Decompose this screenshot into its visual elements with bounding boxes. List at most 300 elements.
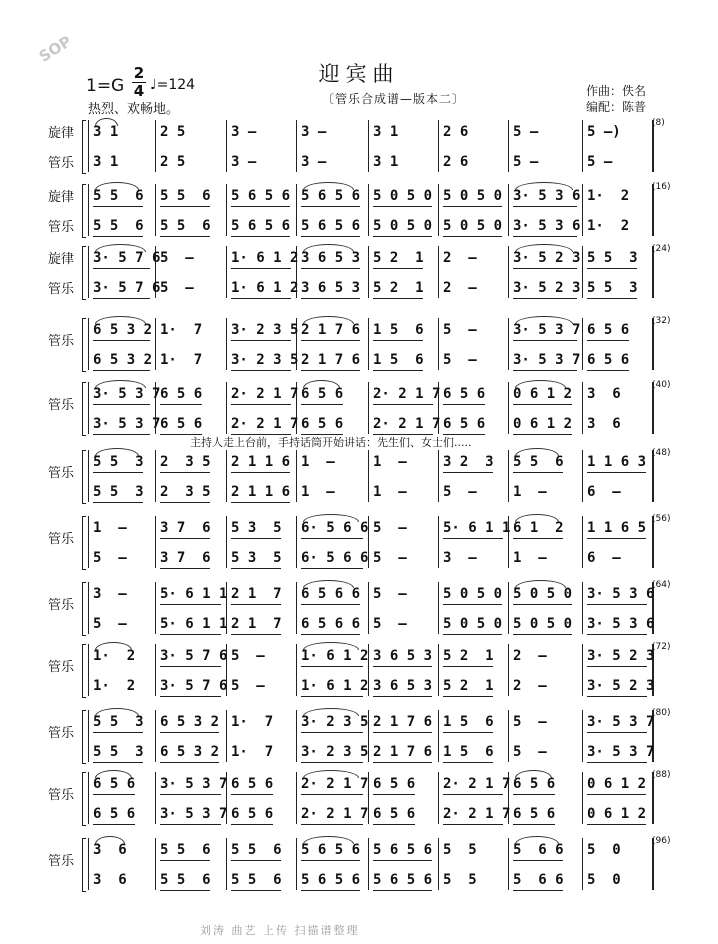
- bar-line: [582, 772, 583, 824]
- beam-line: [301, 890, 360, 891]
- score-title: 迎宾曲: [318, 62, 400, 86]
- beam-line: [373, 762, 432, 763]
- measure-notes: 2 1 1 6: [231, 454, 291, 470]
- measure-notes: 5 –: [443, 484, 477, 500]
- slur-mark: [303, 316, 354, 324]
- slur-mark: [95, 118, 118, 126]
- measure-notes: 5 0 5 0: [443, 218, 503, 234]
- measure-notes: 5 –: [160, 280, 194, 296]
- system-bracket: [82, 382, 86, 436]
- measure-number: (48): [652, 448, 671, 458]
- measure-notes: 5 3 5: [231, 550, 282, 566]
- measure-notes: 3 –: [231, 124, 257, 140]
- measure-notes: 1· 6 1 2: [231, 280, 299, 296]
- beam-line: [373, 824, 415, 825]
- slur-mark: [515, 448, 559, 456]
- slur-mark: [95, 642, 132, 650]
- band-label: 管乐: [48, 466, 75, 481]
- beam-line: [93, 206, 143, 207]
- system-bracket: [82, 450, 86, 504]
- beam-line: [373, 666, 432, 667]
- measure-notes: 5 2 1: [443, 678, 494, 694]
- measure-notes: 6 5 6 6: [301, 616, 361, 632]
- beam-line: [301, 666, 363, 667]
- band-label: 管乐: [48, 726, 75, 741]
- beam-line: [301, 860, 360, 861]
- measure-notes: 5 0 5 0: [513, 586, 573, 602]
- measure-notes: 5 5 3: [93, 714, 144, 730]
- slur-mark: [515, 244, 573, 252]
- measure-notes: 5 –: [93, 616, 127, 632]
- slur-mark: [303, 642, 359, 650]
- beam-line: [373, 268, 423, 269]
- measure-notes: 5 5 6: [231, 872, 282, 888]
- measure-notes: 3 –: [301, 154, 327, 170]
- beam-line: [587, 370, 629, 371]
- beam-line: [513, 860, 563, 861]
- beam-line: [231, 340, 291, 341]
- measure-notes: 0 6 1 2: [513, 386, 573, 402]
- measure-notes: 2· 2 1 7: [443, 806, 511, 822]
- measure-notes: 6 5 6: [443, 416, 486, 432]
- slur-mark: [515, 836, 559, 844]
- bar-line: [582, 382, 583, 434]
- band-label: 管乐: [48, 398, 75, 413]
- measure-notes: 2· 2 1 7: [231, 416, 299, 432]
- measure-notes: 5 –: [160, 250, 194, 266]
- beam-line: [587, 666, 647, 667]
- beam-line: [231, 604, 281, 605]
- bar-line: [88, 246, 89, 298]
- bar-line: [438, 838, 439, 890]
- measure-number: (88): [652, 770, 671, 780]
- system-bracket: [82, 120, 86, 174]
- measure-notes: 5 5 6: [231, 842, 282, 858]
- measure-notes: 5 6 5 6: [301, 872, 361, 888]
- measure-notes: 6· 5 6 6: [301, 520, 369, 536]
- measure-notes: 3· 5 2 3: [513, 250, 581, 266]
- measure-notes: 6 5 6: [93, 776, 136, 792]
- measure-notes: 5 5 3: [587, 280, 638, 296]
- bar-line: [582, 710, 583, 762]
- measure-notes: 3· 5 3 7: [93, 416, 161, 432]
- measure-notes: 2· 2 1 7: [373, 416, 441, 432]
- measure-notes: 5 5 6: [513, 454, 564, 470]
- measure-number: (80): [652, 708, 671, 718]
- beam-line: [443, 538, 503, 539]
- bar-line: [438, 246, 439, 298]
- beam-line: [231, 404, 291, 405]
- measure-notes: 5· 6 1 1: [443, 520, 511, 536]
- time-signature-bottom: 4: [133, 82, 145, 100]
- beam-line: [373, 794, 415, 795]
- measure-notes: 5 5 3: [587, 250, 638, 266]
- bar-line: [652, 772, 654, 824]
- expression-marking: 热烈、欢畅地。: [88, 102, 180, 117]
- beam-line: [160, 824, 221, 825]
- beam-line: [513, 794, 555, 795]
- measure-notes: 3 6 5 3: [373, 648, 433, 664]
- footer-note: 刘涛 曲艺 上传 扫描谱整理: [200, 924, 360, 937]
- measure-notes: 6 5 6: [93, 806, 136, 822]
- measure-notes: 6 5 6: [443, 386, 486, 402]
- beam-line: [301, 696, 363, 697]
- system-bracket: [82, 710, 86, 764]
- measure-notes: 1 5 6: [373, 322, 424, 338]
- bar-line: [582, 582, 583, 634]
- beam-line: [443, 472, 493, 473]
- beam-line: [231, 472, 290, 473]
- score-subtitle: 〔管乐合成谱—版本二〕: [322, 92, 466, 106]
- beam-line: [373, 404, 433, 405]
- measure-notes: 1 –: [93, 520, 127, 536]
- bar-line: [155, 644, 156, 696]
- beam-line: [443, 634, 502, 635]
- band-label: 管乐: [48, 788, 75, 803]
- measure-notes: 0 6 1 2: [513, 416, 573, 432]
- measure-notes: 6 5 3 2: [93, 322, 153, 338]
- band-label: 管乐: [48, 282, 75, 297]
- measure-notes: 6 5 6: [587, 322, 630, 338]
- beam-line: [160, 732, 219, 733]
- measure-notes: 3· 5 3 6: [513, 218, 581, 234]
- measure-notes: 5 6 5 6: [301, 218, 361, 234]
- slur-mark: [303, 514, 359, 522]
- band-label: 管乐: [48, 598, 75, 613]
- beam-line: [231, 794, 273, 795]
- bar-line: [88, 184, 89, 236]
- slur-mark: [95, 836, 125, 844]
- measure-number: (24): [652, 244, 671, 254]
- slur-mark: [303, 770, 359, 778]
- beam-line: [587, 604, 647, 605]
- measure-notes: 3· 5 7 6: [93, 250, 161, 266]
- slur-mark: [95, 380, 146, 388]
- beam-line: [160, 762, 219, 763]
- bar-line: [368, 450, 369, 502]
- bar-line: [88, 382, 89, 434]
- measure-notes: 3 6 5 3: [373, 678, 433, 694]
- measure-notes: 6 5 6: [301, 386, 344, 402]
- beam-line: [301, 404, 343, 405]
- measure-notes: 2 3 5: [160, 484, 211, 500]
- measure-notes: 3· 5 3 7: [160, 776, 228, 792]
- beam-line: [443, 824, 503, 825]
- measure-notes: 5 5 3: [93, 484, 144, 500]
- bar-line: [155, 318, 156, 370]
- bar-line: [88, 838, 89, 890]
- measure-notes: 2 1 1 6: [231, 484, 291, 500]
- measure-notes: 1 –: [513, 550, 547, 566]
- measure-notes: 5 5 6: [160, 188, 211, 204]
- measure-notes: 1· 7: [160, 352, 203, 368]
- slur-mark: [515, 182, 573, 190]
- beam-line: [160, 890, 210, 891]
- bar-line: [296, 644, 297, 696]
- measure-notes: 1 –: [373, 454, 407, 470]
- measure-notes: 1· 2: [93, 678, 136, 694]
- band-label: 管乐: [48, 220, 75, 235]
- measure-notes: 1 5 6: [373, 352, 424, 368]
- system-bracket: [82, 516, 86, 570]
- measure-notes: 3· 5 3 6: [587, 586, 655, 602]
- measure-notes: 5 6 5 6: [301, 842, 361, 858]
- bar-line: [368, 184, 369, 236]
- measure-notes: 2 –: [443, 280, 477, 296]
- measure-number: (56): [652, 514, 671, 524]
- measure-notes: 3· 5 7 6: [93, 280, 161, 296]
- melody-label: 旋律: [48, 126, 75, 141]
- measure-notes: 5 5: [443, 842, 477, 858]
- measure-notes: 5 6 6: [513, 842, 564, 858]
- bar-line: [226, 710, 227, 762]
- bar-line: [368, 120, 369, 172]
- bar-line: [652, 516, 654, 568]
- bar-line: [226, 382, 227, 434]
- beam-line: [301, 824, 363, 825]
- beam-line: [587, 340, 629, 341]
- beam-line: [301, 568, 363, 569]
- measure-notes: 3 6 5 3: [301, 250, 361, 266]
- measure-notes: 5 –: [231, 678, 265, 694]
- measure-notes: 5 0: [587, 872, 621, 888]
- beam-line: [513, 236, 577, 237]
- measure-number: (16): [652, 182, 671, 192]
- slur-mark: [95, 316, 146, 324]
- composer-credit: 作曲：佚名: [586, 84, 647, 98]
- melody-label: 旋律: [48, 252, 75, 267]
- measure-notes: 1· 6 1 2: [231, 250, 299, 266]
- bar-line: [508, 838, 509, 890]
- bar-line: [296, 710, 297, 762]
- system-bracket: [82, 184, 86, 238]
- measure-notes: 2 6: [443, 154, 469, 170]
- watermark-logo: SOP: [35, 32, 75, 66]
- measure-notes: 5 –: [513, 154, 539, 170]
- bar-line: [582, 120, 583, 172]
- bar-line: [155, 582, 156, 634]
- beam-line: [301, 268, 360, 269]
- measure-notes: 3· 5 3 7: [160, 806, 228, 822]
- measure-notes: 5 5 6: [160, 872, 211, 888]
- measure-notes: 3· 5 3 7: [513, 322, 581, 338]
- measure-notes: 5 5 6: [93, 218, 144, 234]
- beam-line: [160, 236, 210, 237]
- slur-mark: [95, 770, 132, 778]
- beam-line: [513, 340, 577, 341]
- measure-notes: 3 –: [301, 124, 327, 140]
- bar-line: [226, 450, 227, 502]
- slur-mark: [95, 448, 139, 456]
- measure-notes: 5 –: [373, 550, 407, 566]
- measure-notes: 2 5: [160, 124, 186, 140]
- measure-notes: 3· 5 3 7: [587, 714, 655, 730]
- bar-line: [368, 582, 369, 634]
- measure-notes: 5 6 5 6: [373, 872, 433, 888]
- bar-line: [226, 516, 227, 568]
- slur-mark: [95, 244, 146, 252]
- measure-notes: 3 2 3: [443, 454, 494, 470]
- measure-notes: 3 6: [587, 386, 621, 402]
- bar-line: [652, 318, 654, 370]
- beam-line: [231, 236, 290, 237]
- beam-line: [443, 604, 502, 605]
- bar-line: [155, 184, 156, 236]
- beam-line: [301, 538, 363, 539]
- bar-line: [226, 184, 227, 236]
- band-label: 管乐: [48, 854, 75, 869]
- measure-notes: 3 –: [231, 154, 257, 170]
- measure-notes: 3 6: [587, 416, 621, 432]
- bar-line: [582, 450, 583, 502]
- measure-notes: 5 –: [443, 352, 477, 368]
- bar-line: [438, 582, 439, 634]
- beam-line: [587, 732, 647, 733]
- bar-line: [296, 450, 297, 502]
- bar-line: [296, 516, 297, 568]
- bar-line: [88, 450, 89, 502]
- tempo-marking: ♩=124: [150, 77, 196, 93]
- measure-notes: 5 0 5 0: [443, 188, 503, 204]
- measure-notes: 6 5 6: [231, 806, 274, 822]
- beam-line: [231, 634, 281, 635]
- bar-line: [296, 184, 297, 236]
- measure-notes: 3· 2 3 5: [231, 322, 299, 338]
- measure-notes: 5 –: [373, 520, 407, 536]
- measure-notes: 1 –: [301, 454, 335, 470]
- measure-notes: 3 –: [443, 550, 477, 566]
- measure-notes: 2 1 7 6: [301, 352, 361, 368]
- measure-notes: 3· 5 2 3: [513, 280, 581, 296]
- beam-line: [160, 666, 221, 667]
- beam-line: [93, 472, 143, 473]
- measure-notes: 2 –: [513, 678, 547, 694]
- system-bracket: [82, 772, 86, 826]
- measure-notes: 5 0 5 0: [373, 218, 433, 234]
- bar-line: [296, 838, 297, 890]
- bar-line: [226, 120, 227, 172]
- slur-mark: [95, 182, 139, 190]
- beam-line: [93, 732, 143, 733]
- system-bracket: [82, 644, 86, 698]
- beam-line: [443, 794, 503, 795]
- beam-line: [513, 604, 572, 605]
- measure-notes: 1 5 6: [443, 714, 494, 730]
- beam-line: [93, 340, 150, 341]
- measure-notes: 6 –: [587, 550, 621, 566]
- beam-line: [513, 472, 563, 473]
- measure-notes: 5 –: [513, 124, 539, 140]
- measure-notes: 1 1 6 5: [587, 520, 647, 536]
- measure-notes: 1 5 6: [443, 744, 494, 760]
- beam-line: [93, 236, 143, 237]
- measure-notes: 6 5 3 2: [160, 744, 220, 760]
- melody-label: 旋律: [48, 190, 75, 205]
- beam-line: [513, 824, 555, 825]
- bar-line: [88, 120, 89, 172]
- bar-line: [155, 120, 156, 172]
- slur-mark: [303, 836, 354, 844]
- measure-notes: 5 5 6: [93, 188, 144, 204]
- bar-line: [582, 644, 583, 696]
- measure-notes: 1· 2: [587, 188, 630, 204]
- bar-line: [508, 318, 509, 370]
- beam-line: [587, 472, 646, 473]
- bar-line: [88, 318, 89, 370]
- slur-mark: [515, 514, 559, 522]
- bar-line: [368, 382, 369, 434]
- beam-line: [373, 860, 432, 861]
- beam-line: [301, 206, 360, 207]
- beam-line: [513, 634, 572, 635]
- measure-notes: 5 0 5 0: [373, 188, 433, 204]
- beam-line: [373, 298, 423, 299]
- beam-line: [93, 370, 150, 371]
- beam-line: [160, 860, 210, 861]
- slur-mark: [303, 244, 354, 252]
- measure-notes: 5 0 5 0: [513, 616, 573, 632]
- beam-line: [587, 298, 637, 299]
- measure-notes: 3· 2 3 5: [301, 714, 369, 730]
- beam-line: [160, 634, 221, 635]
- beam-line: [373, 340, 423, 341]
- measure-notes: 1· 2: [93, 648, 136, 664]
- beam-line: [513, 404, 572, 405]
- slur-mark: [515, 770, 552, 778]
- beam-line: [301, 298, 360, 299]
- measure-notes: 3· 5 2 3: [587, 648, 655, 664]
- measure-notes: 6 5 6: [301, 416, 344, 432]
- slur-mark: [515, 380, 566, 388]
- measure-notes: 5 –: [373, 586, 407, 602]
- measure-notes: 1· 7: [231, 714, 274, 730]
- arranger-credit: 编配：陈普: [586, 100, 647, 114]
- measure-notes: 3· 2 3 5: [231, 352, 299, 368]
- beam-line: [231, 268, 291, 269]
- bar-line: [652, 382, 654, 434]
- bar-line: [155, 772, 156, 824]
- beam-line: [513, 268, 577, 269]
- beam-line: [513, 206, 577, 207]
- band-label: 管乐: [48, 156, 75, 171]
- measure-notes: 3 6 5 3: [301, 280, 361, 296]
- bar-line: [508, 120, 509, 172]
- beam-line: [301, 794, 363, 795]
- bar-line: [88, 516, 89, 568]
- measure-notes: 2 1 7: [231, 616, 282, 632]
- bar-line: [652, 838, 654, 890]
- beam-line: [160, 502, 210, 503]
- beam-line: [93, 824, 135, 825]
- bar-line: [438, 644, 439, 696]
- measure-notes: 6 5 6: [587, 352, 630, 368]
- measure-notes: 3· 5 3 7: [587, 744, 655, 760]
- measure-notes: 1 –: [513, 484, 547, 500]
- bar-line: [582, 838, 583, 890]
- bar-line: [88, 582, 89, 634]
- beam-line: [93, 762, 143, 763]
- bar-line: [88, 772, 89, 824]
- beam-line: [160, 604, 221, 605]
- measure-notes: 3· 5 3 7: [513, 352, 581, 368]
- bar-line: [296, 120, 297, 172]
- bar-line: [226, 246, 227, 298]
- bar-line: [155, 450, 156, 502]
- beam-line: [373, 890, 432, 891]
- measure-notes: 2 5: [160, 154, 186, 170]
- measure-notes: 2 1 7 6: [373, 744, 433, 760]
- measure-notes: 1 –: [301, 484, 335, 500]
